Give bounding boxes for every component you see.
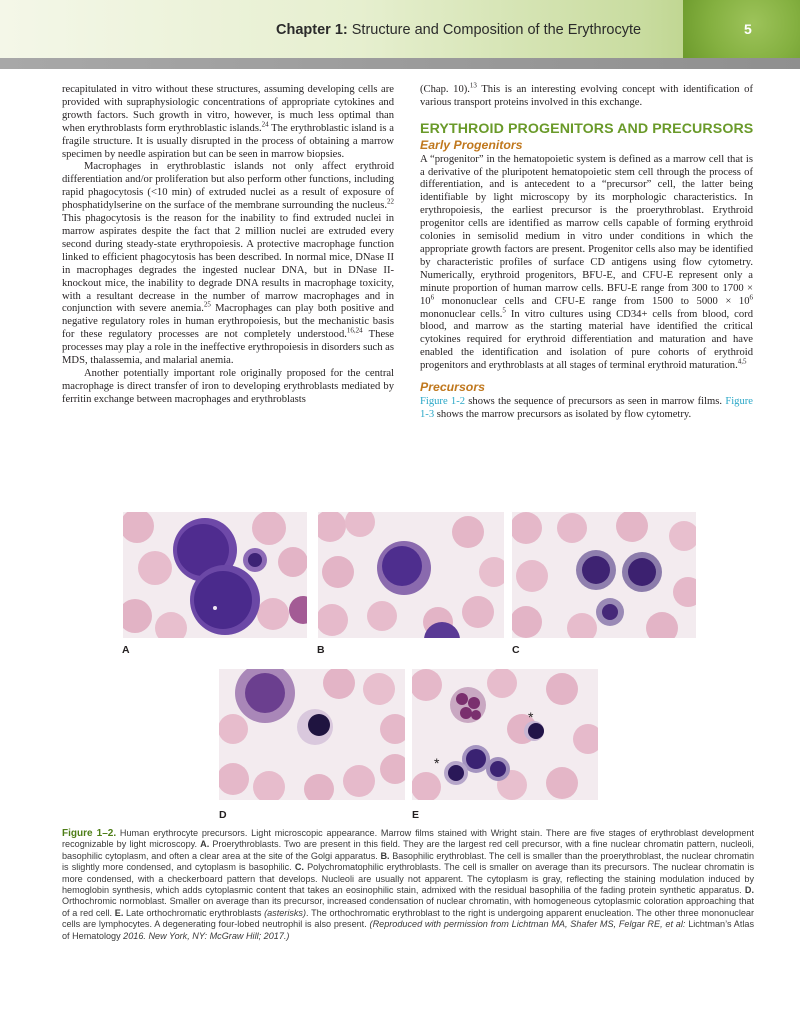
micrograph-d-image (219, 669, 405, 800)
header-rule (0, 58, 800, 69)
micrograph-panel-d (219, 669, 405, 800)
panel-label-b: B (317, 644, 325, 656)
micrograph-a-image (123, 512, 307, 638)
micrograph-e-image (412, 669, 598, 800)
citation: 22 (387, 197, 394, 206)
section-heading: ERYTHROID PROGENITORS AND PRECURSORS (420, 120, 754, 137)
paragraph: recapitulated in vitro without these structures, assuming developing cells are provided with supraphysiologic concentrations of appropriate cytokines and growth factors. Such growth in vitro, however, is much less optimal than when erythroblasts form erythroblastic islands.$^{24}$ The erythroblastic island is a fragile structure. It is usually disrupted in the process of obtaining a marrow specimen by needle aspiration but can be seen in marrow biopsies. (62, 84, 394, 160)
panel-label-e: E (412, 809, 420, 821)
micrograph-panel-e (412, 669, 598, 800)
paragraph: Macrophages in erythroblastic islands not only affect erythroid differentiation and/or proliferation but also perform other functions, including rapid phagocytosis (<10 min) of extruded nuclei as a result of exposure of phosphatidylserine on the surface of the membrane surrounding the nucleus.$^{22}$ This phagocytosis is the reason for the inability to find extruded nuclei in marrow aspirates despite the fact that 2 million nuclei are extruded every second during steady-state erythropoiesis. A protective macrophage function linked to efficient phagocytosis has been described. In normal mice, DNase II in macrophages degrades the ingested nuclear DNA, but in DNase II-knockout mice, the inability to degrade DNA results in macrophage toxicity, with a resultant decrease in the number of marrow macrophages and in conjunction with severe anemia.$^{25}$ Macrophages can play both positive and negative regulatory roles in human erythropoiesis, but the mechanistic basis for these regulatory processes are not completely understood.$^{16,24}$ These processes may play a role in the ineffective erythropoiesis in disorders such as MDS, thalassemia, and malarial anemia. (62, 161, 394, 367)
panel-label-c: C (512, 644, 520, 656)
chapter-label: Chapter 1: (276, 22, 348, 38)
right-column (420, 81, 754, 422)
micrograph-panel-b (318, 512, 504, 638)
left-column (62, 84, 394, 407)
figure-caption-label: Figure 1–2. (62, 828, 117, 839)
chapter-title (276, 22, 641, 38)
citation: 5 (502, 305, 506, 314)
micrograph-c-image (512, 512, 696, 638)
figure-1-2-link[interactable]: Figure 1-2 (420, 395, 466, 407)
micrograph-panel-a (123, 512, 307, 638)
chapter-name: Structure and Composition of the Erythrocyte (351, 22, 642, 38)
asterisk-marker: * (434, 755, 440, 771)
asterisk-marker: * (528, 709, 534, 725)
citation: 25 (203, 300, 211, 309)
subheading-precursors: Precursors (420, 380, 485, 395)
page-number: 5 (744, 21, 752, 37)
citation: 13 (469, 81, 477, 90)
micrograph-panel-c (512, 512, 696, 638)
page-number-tab (683, 0, 800, 58)
paragraph: Another potentially important role originally proposed for the central macrophage is direct transfer of iron to developing erythroblasts mediated by ferritin exchange between macrophages and erythroblasts (62, 367, 394, 405)
micrograph-b-image (318, 512, 504, 638)
paragraph: (Chap. 10).$^{13}$ This is an interesting evolving concept with identification of various transport proteins involved in this exchange. (420, 81, 753, 108)
citation: 4,5 (737, 357, 747, 366)
figure-1-3-link[interactable]: Figure 1-3 (420, 395, 753, 420)
paragraph: A “progenitor” in the hematopoietic system is defined as a marrow cell that is a derivative of the pluripotent hematopoietic stem cell through the process of differentiation, and is antecedent to a “precursor” cell, the latter being identifiable by light microscopy by its morphologic characteristics. In erythropoiesis, the earliest precursor is the proerythroblast. Erythroid progenitor cells are identified as marrow cells capable of forming erythroid colonies in semisolid medium in vitro under conditions in which the appropriate growth factors are present. Progenitor cells also may be identified by characteristic profiles of surface CD antigens using flow cytometry. Numerically, erythroid progenitors, BFU-E, and CFU-E represent only a minute proportion of human marrow cells. BFU-E range from 300 to $1700 \times 10^6$ mononuclear cells and CFU-E range from 1500 to $5000 \times 10^6$ mononuclear cells.$^5$ In vitro cultures using CD34+ cells from blood, cord blood, and marrow as the starting material have identified the critical cytokines required for erythroid differentiation and maturation and have enabled the identification and isolation of pure cohorts of erythroid progenitors and erythroblasts at all stages of terminal erythroid maturation.$^{4,5}$ (420, 153, 753, 372)
subheading-early-progenitors: Early Progenitors (420, 137, 523, 152)
figure-caption: Figure 1–2. Human erythrocyte precursors. Light microscopic appearance. Marrow films stained with Wright stain. There are five stages of erythroblast development recognizable by light microscopy. A. Proerythroblasts. Two are present in this field. They are the largest red cell precursor, with a fine nuclear chromatin pattern, nucleoli, basophilic cytoplasm, and often a clear area at the site of the Golgi apparatus. B. Basophilic erythroblast. The cell is smaller than the proerythroblast, the nuclear chromatin is slightly more condensed, and cytoplasm is basophilic. C. Polychromatophilic erythroblasts. The cell is smaller on average than its precursors. The nuclear chromatin is more condensed, with a checkerboard pattern that develops. Nucleoli are usually not apparent. The cytoplasm is gray, reflecting the staining modulation induced by hemoglobin synthesis, which adds cytoplasmic content that takes an eosinophilic stain, admixed with the residual basophilia of the fading protein synthetic apparatus. D. Orthochromic normoblast. Smaller on average than its precursor, increased condensation of nuclear chromatin, with homogeneous cytoplasmic coloration approaching that of a red cell. E. Late orthochromatic erythroblasts (asterisks). The orthochromatic erythroblast to the right is undergoing apparent enucleation. The other three mononuclear cells are lymphocytes. A degenerating four-lobed neutrophil is also present. (Reproduced with permission from Lichtman MA, Shafer MS, Felgar RE, et al: Lichtman’s Atlas of Hematology 2016. New York, NY: McGraw Hill; 2017.) (62, 828, 755, 941)
citation: 16,24 (346, 326, 363, 335)
panel-label-a: A (122, 644, 130, 656)
paragraph: Figure 1-2 shows the sequence of precursors as seen in marrow films. Figure 1-3 shows the marrow precursors as isolated by flow cytometry. (420, 395, 753, 420)
panel-label-d: D (219, 809, 227, 821)
citation: 24 (261, 120, 269, 129)
